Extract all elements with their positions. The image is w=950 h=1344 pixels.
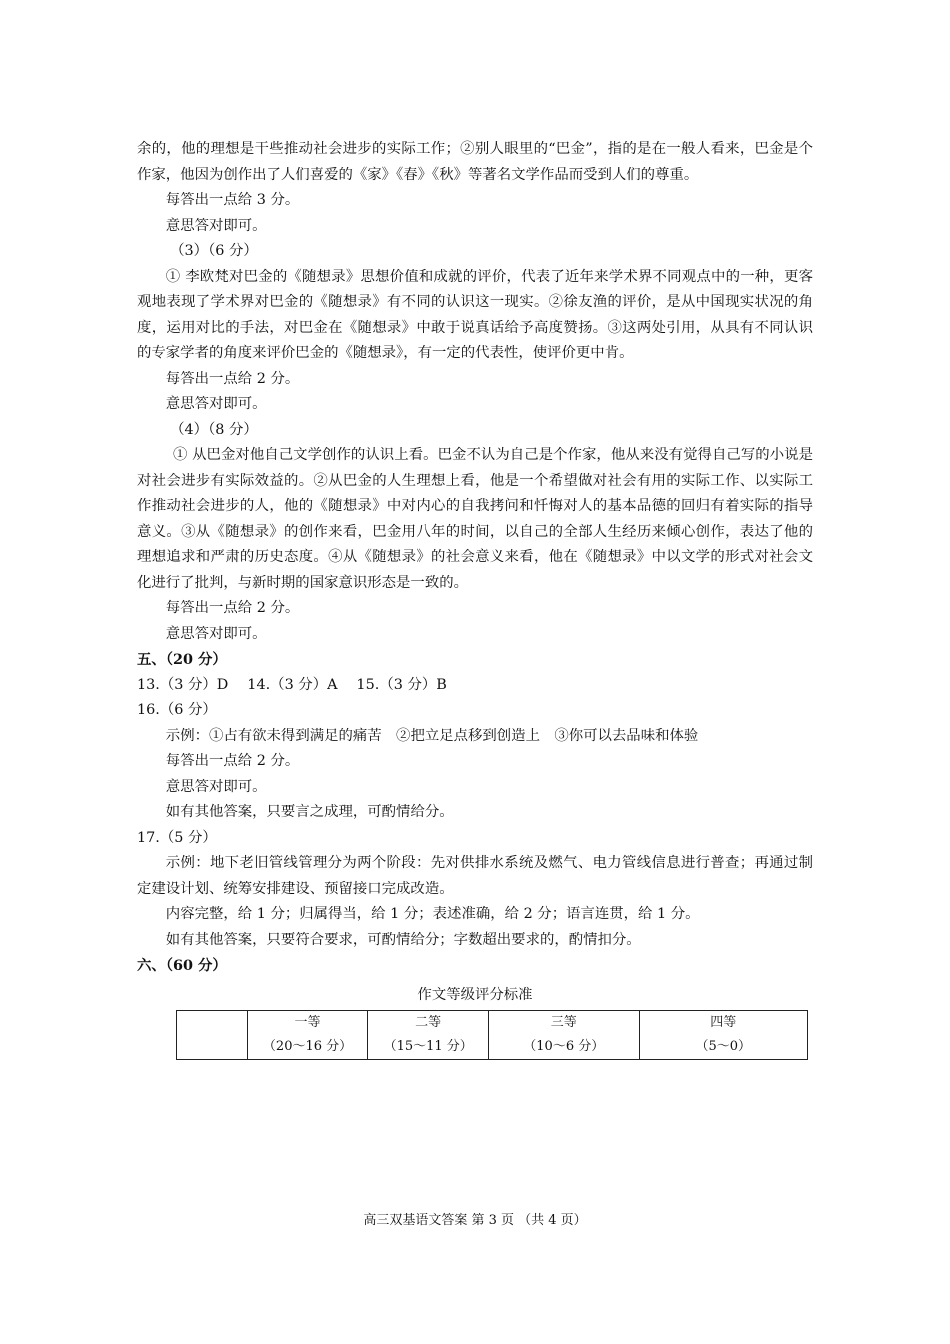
page-content <box>137 137 813 1060</box>
grade-range: （10～6 分） <box>523 1039 605 1054</box>
grade-range: （15～11 分） <box>383 1039 473 1054</box>
grade-name: 三等 <box>550 1015 577 1030</box>
page-footer: 高三双基语文答案 第 3 页 （共 4 页） <box>363 1213 587 1228</box>
grade-range: （20～16 分） <box>262 1039 353 1054</box>
scoring-note: 意思答对即可。 <box>165 625 267 642</box>
grade-range: （5～0） <box>695 1039 752 1054</box>
grade-cell <box>639 1011 807 1060</box>
scoring-note: 意思答对即可。 <box>165 778 267 795</box>
table-corner-cell <box>177 1011 248 1060</box>
scoring-note: 每答出一点给 2 分。 <box>165 753 300 769</box>
section-5-heading: 五、（20 分） <box>137 651 227 668</box>
scoring-note: 每答出一点给 3 分。 <box>165 192 300 208</box>
q3-answer: ① 李欧梵对巴金的《随想录》思想价值和成就的评价，代表了近年来学术界不同观点中的一种，更客观地表现了学术界对巴金的《随想录》有不同的认识这一现实。②徐友渔的评价，是从中国现实状况的角度，运用对比的手法，对巴金在《随想录》中敢于说真话给予高度赞扬。③这两处引用，从具有不同认识的专家学者的角度来评价巴金的《随想录》，有一定的代表性，使评价更中肯。 <box>137 268 813 361</box>
grade-cell <box>247 1011 368 1060</box>
section-6-heading: 六、（60 分） <box>137 957 227 974</box>
table-row <box>177 1011 808 1060</box>
scoring-note: 如有其他答案，只要言之成理，可酌情给分。 <box>165 804 454 820</box>
scoring-note: 意思答对即可。 <box>165 217 267 234</box>
question-label-17: 17.（5 分） <box>137 829 217 846</box>
question-label-16: 16.（6 分） <box>137 702 217 718</box>
grade-name: 二等 <box>415 1015 442 1030</box>
grade-cell <box>489 1011 640 1060</box>
q16-example: 示例：①占有欲未得到满足的痛苦 ②把立足点移到创造上 ③你可以去品味和体验 <box>165 727 699 744</box>
grade-name: 四等 <box>710 1015 737 1030</box>
scoring-note: 意思答对即可。 <box>165 396 267 412</box>
grade-cell <box>368 1011 489 1060</box>
question-label-3: （3）（6 分） <box>170 243 258 259</box>
scoring-note: 如有其他答案，只要符合要求，可酌情给分；字数超出要求的，酌情扣分。 <box>165 931 641 948</box>
q4-answer: ① 从巴金对他自己文学创作的认识上看。巴金不认为自己是个作家，他从来没有觉得自己写的小说是对社会进步有实际效益的。②从巴金的人生理想上看，他是一个希望做对社会有用的实际工作、以实际工作推动社会进步的人，他的《随想录》中对内心的自我拷问和忏悔对人的基本品德的回归有着实际的指导意义。③从《随想录》的创作来看，巴金用八年的时间，以自己的全部人生经历来倾心创作，表达了他的理想追求和严肃的历史态度。④从《随想录》的社会意义来看，他在《随想录》中以文学的形式对社会文化进行了批判，与新时期的国家意识形态是一致的。 <box>137 447 813 591</box>
grade-name: 一等 <box>294 1015 321 1030</box>
table-title: 作文等级评分标准 <box>417 986 533 1003</box>
essay-grading-table <box>176 1010 808 1060</box>
scoring-note: 每答出一点给 2 分。 <box>165 600 300 616</box>
q17-example: 示例：地下老旧管线管理分为两个阶段：先对供排水系统及燃气、电力管线信息进行普查；再通过制定建设计划、统筹安排建设、预留接口完成改造。 <box>137 855 813 897</box>
q2-answer-continuation: 余的，他的理想是干些推动社会进步的实际工作；②别人眼里的“巴金”，指的是在一般人看来，巴金是个作家，他因为创作出了人们喜爱的《家》《春》《秋》等著名文学作品而受到人们的尊重。 <box>137 141 813 183</box>
q13-15-answers: 13.（3 分）D 14.（3 分）A 15.（3 分）B <box>137 676 447 693</box>
question-label-4: （4）（8 分） <box>170 421 258 438</box>
scoring-note: 每答出一点给 2 分。 <box>165 370 300 387</box>
scoring-note: 内容完整，给 1 分；归属得当，给 1 分；表述准确，给 2 分；语言连贯，给 1 分。 <box>165 906 700 922</box>
